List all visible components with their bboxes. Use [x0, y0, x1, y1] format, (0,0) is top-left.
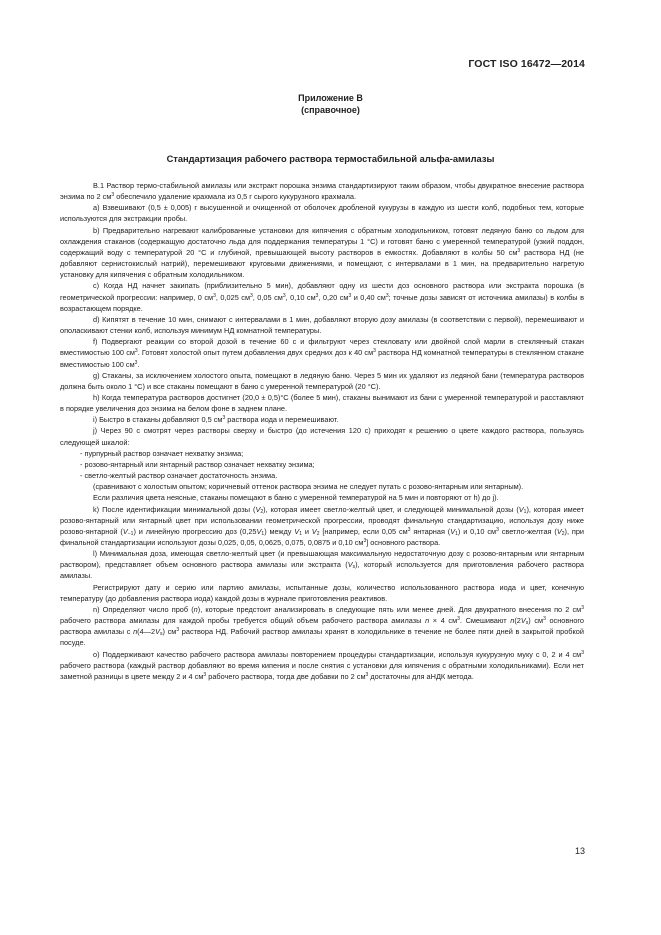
annex-heading — [0, 92, 661, 116]
paragraph-i: i) Быстро в стаканы добавляют 0,5 $см^3$ раствора иода и перемешивают. — [93, 415, 339, 425]
paragraph-a: а) Взвешивают (0,5 ± 0,005) г высушенной и очищенной от оболочек дробленой кукурузы в каждую из шести колб, подобных тем, которые используются для экстракции пробы. — [60, 203, 584, 224]
annex-body — [60, 180, 584, 682]
annex-label: Приложение В — [298, 93, 363, 103]
document-code: ГОСТ ISO 16472—2014 — [468, 58, 585, 70]
paragraph-j-repeat: Если различия цвета неясные, стаканы помещают в баню с умеренной температурой на 5 мин и повторяют от h) до j). — [93, 493, 499, 503]
scale-item-purple: - пурпурный раствор означает нехватку энзима; — [80, 448, 244, 458]
annex-note: (справочное) — [301, 105, 360, 115]
paragraph-m: Регистрируют дату и серию или партию амилазы, испытанные дозы, количество использованного раствора иода и цвет, конечную температуру (до добавления раствора иода) каждой дозы в журнале приготовления реактивов. — [60, 582, 584, 603]
paragraph-b1: В.1 Раствор термо-стабильной амилазы или экстракт порошка энзима стандартизируют таким образом, чтобы двукратное внесение раствора энзима по 2 $см^3$ обеспечило удаление крахмала из 0,5 г сырого кукурузного крахмала. — [60, 181, 584, 202]
paragraph-o: о) Поддерживают качество рабочего раствора амилазы повторением процедуры стандартизации, используя кукурузную муку с 0, 2 и 4 $см^3$ рабочего раствора (каждый раствор добавляют во время кипения и после снятия с установки для кипячения с обратными холодильниками). Если нет заметной разницы в цвете между 2 и 4 $см^3$ рабочего раствора, тогда две добавки по 2 $см^3$ достаточны для аНДК метода. — [60, 649, 584, 681]
paragraph-c: с) Когда НД начнет закипать (приблизительно 5 мин), добавляют одну из шести доз основного раствора или экстракта порошка (в геометрической прогрессии: например, 0 $см^3$, 0,025 $см^3$, 0,05 $см^3$, 0,10 $см^3$, 0,20 $см^3$ и 0,40 $см^3$; точные дозы зависят от источника амилазы) в колбы в возрастающем порядке. — [60, 281, 584, 313]
paragraph-b: b) Предварительно нагревают калиброванные установки для кипячения с обратным холодильником, готовят ледяную баню со льдом для охлаждения стаканов (содержащую достаточно льда для поддержания температуры 1 °С) и готовят баню с умеренной температурой (узкий поддон, содержащий воду с температурой 20 °С и глубиной, превышающей высоту растворов в емкостях. Добавляют в колбы 50 $см^3$ раствора НД (не добавляют сернистокислый натрий), перемешивают круговыми движениями, и помещают, с интервалами в 1 мин, на предварительно нагретую установку для кипячения с обратным холодильником. — [60, 225, 584, 280]
page-number: 13 — [574, 846, 585, 856]
paragraph-j-note: (сравнивают с холостым опытом; коричневый оттенок раствора энзима не следует путать с розово-янтарным или янтарным). — [93, 482, 524, 492]
paragraph-d: d) Кипятят в течение 10 мин, снимают с интервалами в 1 мин, добавляют вторую дозу амилазы (в соответствии с первой), перемешивают и ополаскивают стенки колб, используя минимум НД комнатной температуры. — [60, 314, 584, 336]
paragraph-j: j) Через 90 с смотрят через растворы сверху и быстро (до истечения 120 с) приходят к решению о цвете каждого раствора, пользуясь следующей шкалой: — [60, 426, 584, 447]
scale-item-yellow: - светло-желтый раствор означает достаточность энзима. — [80, 471, 278, 481]
annex-title: Стандартизация рабочего раствора термостабильной альфа-амилазы — [166, 154, 495, 164]
paragraph-n: n) Определяют число проб (n), которые предстоит анализировать в следующие пять или менее дней. Для двукратного внесения по 2 $см^3$ рабочего раствора амилазы для каждой пробы требуется общий объем рабочего раствора амилазы n × 4 $см^3$. Смешивают $n(2V_s)$ $см^3$ основного раствора амилазы с $n(4—2V_s)$ $см^3$ раствора НД. Рабочий раствор амилазы хранят в холодильнике в течение не более пяти дней в закрытой пробкой посуде. — [60, 604, 584, 648]
paragraph-l: l) Минимальная доза, имеющая светло-желтый цвет (и превышающая максимальную недостаточную дозу с розово-янтарным или янтарным раствором), представляет объем основного раствора амилазы или экстракта $(V_s)$, который используется для приготовления рабочего раствора амилазы. — [60, 549, 584, 581]
paragraph-g: g) Стаканы, за исключением холостого опыта, помещают в ледяную баню. Через 5 мин их удаляют из ледяной бани (температура растворов должна быть около 1 °С) и все стаканы помещают в баню с умеренной температурой (20 °С). — [60, 370, 584, 391]
scale-item-amber: - розово-янтарный или янтарный раствор означает нехватку энзима; — [80, 459, 315, 469]
paragraph-f: f) Подвергают реакции со второй дозой в течение 60 с и фильтруют через стекловату или двойной слой марли в стеклянный стакан вместимостью 100 $см^3$. Готовят холостой опыт путем добавления двух средних доз к 40 $см^3$ раствора НД комнатной температуры в стеклянном стакане вместимостью 100 $см^3$. — [60, 337, 584, 369]
paragraph-k: k) После идентификации минимальной дозы $(V_2)$, которая имеет светло-желтый цвет, и следующей минимальной дозы $(V_1)$, которая имеет розово-янтарный или янтарный цвет при использовании геометрической прогрессии, проводят финальную стандартизацию, используя дозу ниже розово-янтарной $(V_{-1})$ и линейную прогрессию доз $(0,25V_1)$ между $V_1$ и $V_2$ [например, если 0,05 $см^3$ янтарная $(V_1)$ и 0,10 $см^3$ светло-желтая $(V_2)$, при финальной стандартизации используют дозы 0,025, 0,05, 0,0625, 0,075, 0,0875 и 0,10 $см^3$] основного раствора. — [60, 504, 585, 547]
paragraph-h: h) Когда температура растворов достигнет (20,0 ± 0,5)°С (более 5 мин), стаканы вынимают из бани с умеренной температурой и расставляют в порядке увеличения доз энзима на белом фоне в заднем плане. — [60, 392, 584, 414]
